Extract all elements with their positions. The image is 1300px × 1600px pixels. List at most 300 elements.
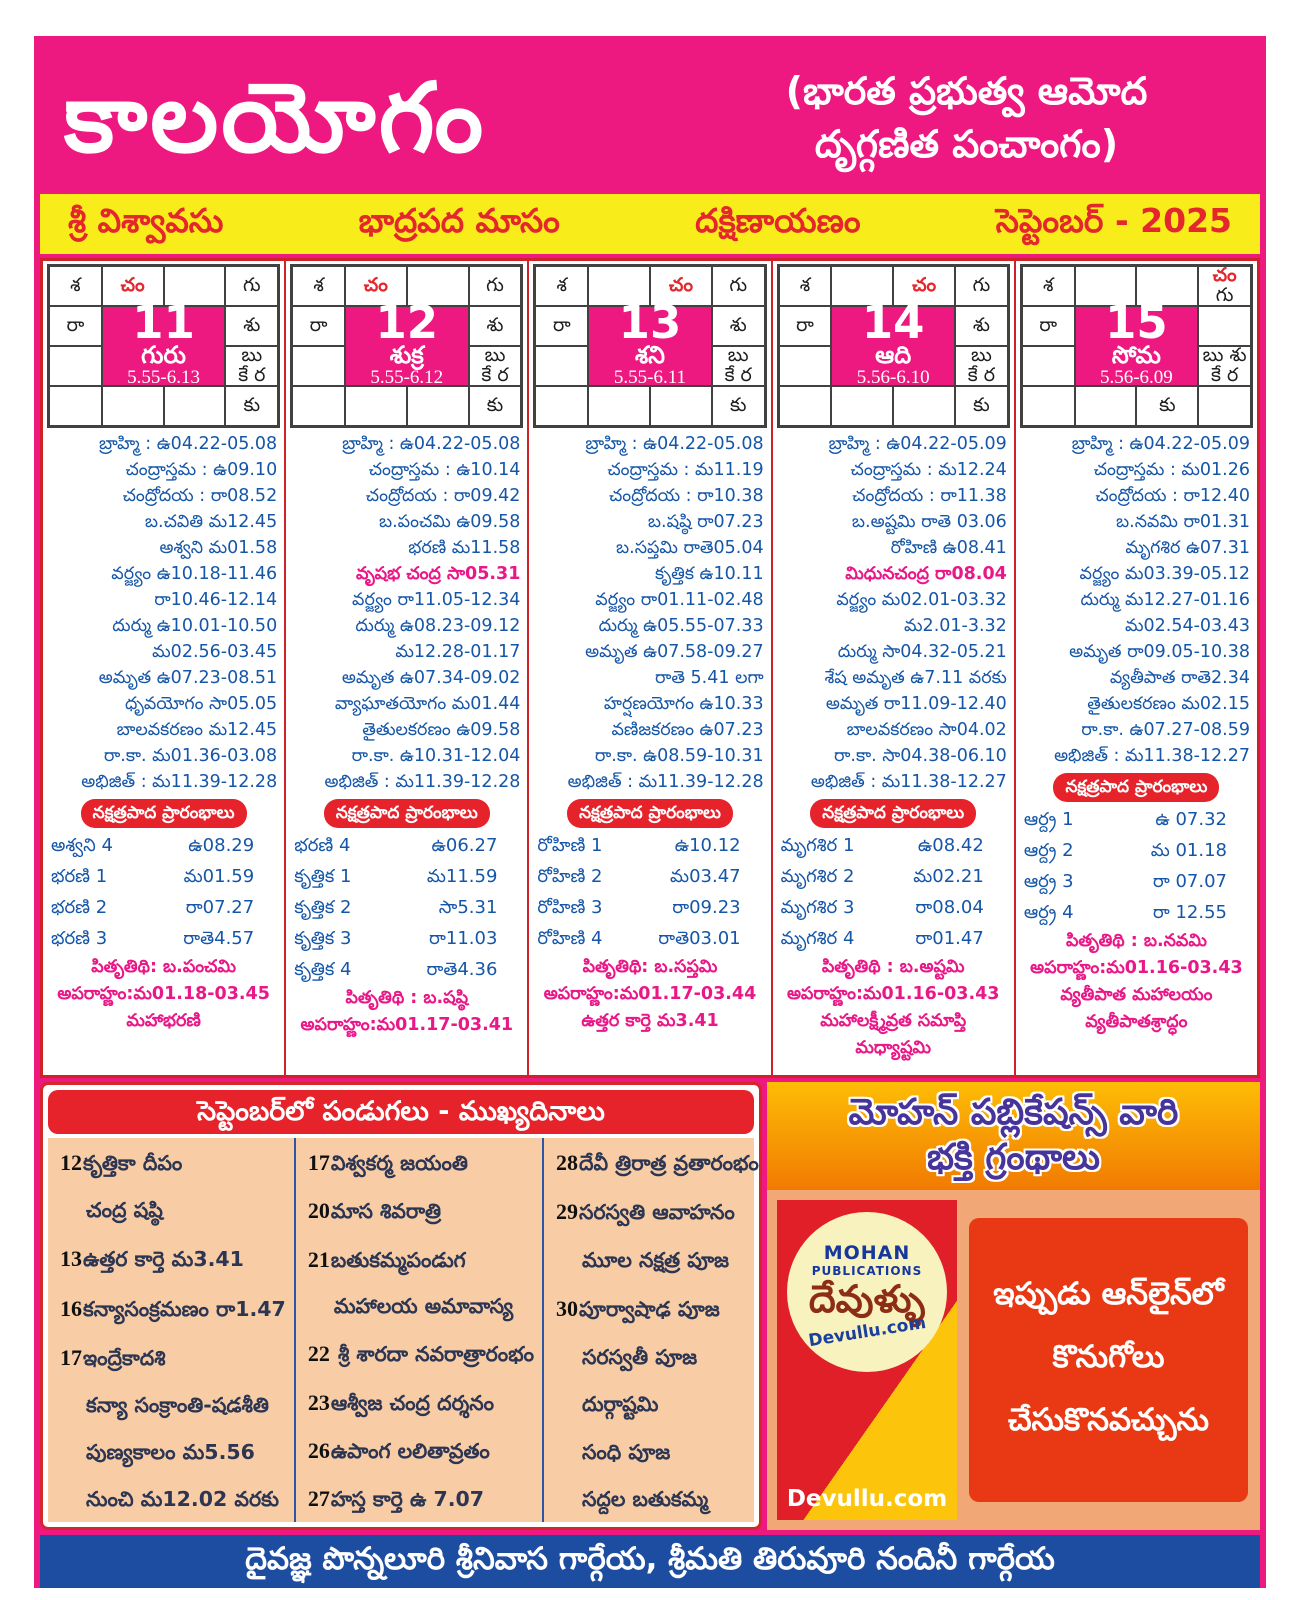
- online-line-3: చేసుకొనవచ్చును: [1007, 1401, 1209, 1438]
- pada-name: కృత్తిక 1: [294, 866, 352, 887]
- planet-abbr: బు: [971, 346, 992, 367]
- panchangam-line: కృత్తిక ఉ10.11: [655, 564, 764, 584]
- festival-date: 23: [307, 1389, 330, 1415]
- pada-time: రా07.27: [185, 897, 255, 918]
- planet-abbr: శు: [972, 314, 990, 337]
- planet-abbr: రా: [552, 314, 571, 337]
- festival-text: పూర్వాషాఢ పూజ: [578, 1297, 720, 1322]
- tithi-note: పితృతిథి: బ.పంచమి: [91, 957, 236, 977]
- planet-abbr: రా: [309, 314, 328, 337]
- pada-name: మృగశిర 3: [780, 897, 855, 918]
- panchangam-line: మ02.54-03.43: [1124, 616, 1251, 636]
- festival-text: బతుకమ్మపండుగ: [330, 1247, 466, 1272]
- festival-item: [308, 1486, 534, 1512]
- planet-abbr: గు: [242, 274, 261, 297]
- tithi-note: మహాభరణి: [126, 1011, 201, 1031]
- festival-text: ఇంద్రేకాదశి: [83, 1345, 166, 1370]
- day-number: 12: [375, 295, 439, 349]
- tithi-note: పితృతిథి: బ.సప్తమి: [582, 957, 718, 977]
- panchangam-line: రా.కా. ఉ08.59-10.31: [594, 746, 764, 766]
- planet-cell: [225, 346, 278, 386]
- festival-item: [556, 1393, 759, 1417]
- day-column-12: [284, 261, 527, 1075]
- tithi-note: మహాలక్ష్మీవ్రత సమాప్తి: [820, 1011, 967, 1031]
- nakshatra-pada-row: [290, 954, 523, 985]
- pada-name: కృత్తిక 2: [294, 897, 352, 918]
- pada-name: భరణి 3: [51, 928, 108, 949]
- festival-text: దేవీ త్రిరాత్ర వ్రతారంభం: [578, 1151, 759, 1175]
- nakshatra-pada-row: [533, 923, 766, 954]
- planet-cell: [292, 386, 345, 426]
- planet-cell: [1075, 386, 1137, 426]
- festival-item: [556, 1199, 759, 1225]
- festival-date: 17: [60, 1344, 82, 1370]
- panchangam-line: దుర్ము మ12.27-01.16: [1080, 590, 1251, 610]
- nakshatra-pada-row: [290, 861, 523, 892]
- nakshatra-pada-row: [1020, 897, 1253, 928]
- pada-name: ఆర్ద్ర 3: [1023, 871, 1074, 892]
- panchangam-line: చంద్రాస్తమ : మ01.26: [1093, 460, 1251, 480]
- nakshatra-pada-row: [533, 830, 766, 861]
- panchangam-line: వణిజకరణం ఉ07.23: [611, 720, 764, 740]
- bottom-section: [40, 1082, 1260, 1530]
- moon-abbr: చం: [120, 274, 145, 297]
- festival-item: [60, 1150, 286, 1176]
- planet-cell: [469, 386, 522, 426]
- pada-name: రోహిణి 4: [537, 928, 603, 949]
- pada-time: రా 12.55: [1152, 902, 1228, 923]
- festival-item: [60, 1488, 286, 1512]
- panchangam-line: అభిజిత్ : మ11.39-12.28: [324, 772, 521, 792]
- festival-date: 20: [307, 1198, 330, 1224]
- planet-cell: [345, 386, 407, 426]
- planet-cell: [955, 346, 1008, 386]
- nakshatra-pada-header: నక్షత్రపాద ప్రారంభాలు: [324, 799, 490, 828]
- panchangam-line: అమృత ఉ07.23-08.51: [98, 668, 278, 688]
- planet-abbr: రా: [66, 314, 85, 337]
- panchangam-line: బాలవకరణం సా04.02: [846, 720, 1007, 740]
- moon-abbr: చం: [912, 274, 937, 297]
- planet-cell: [712, 386, 765, 426]
- pada-name: కృత్తిక 4: [294, 959, 352, 980]
- panchangam-line: మృగశిర ఉ07.31: [1125, 538, 1251, 558]
- pada-time: మ01.59: [183, 866, 255, 887]
- festival-item: [60, 1246, 286, 1272]
- planet-cell: [407, 386, 469, 426]
- planet-cell: [535, 386, 588, 426]
- pada-time: మ11.59: [426, 866, 498, 887]
- planet-abbr: రా: [1039, 314, 1058, 337]
- panchangam-line: శేష అమృత ఉ7.11 వరకు: [824, 668, 1007, 688]
- tithi-note: అపరాహ్ణం:మ01.17-03.41: [300, 1015, 514, 1035]
- pada-time: రా01.47: [915, 928, 984, 949]
- pada-time: ఉ 07.32: [1155, 809, 1228, 830]
- planet-cell: [1022, 306, 1075, 346]
- panchangam-line: బాలవకరణం మ12.45: [116, 720, 278, 740]
- planet-abbr: గు: [486, 274, 504, 297]
- rasi-chart-grid: [777, 264, 1010, 428]
- nakshatra-pada-row: [533, 892, 766, 923]
- planet-abbr: కు: [1159, 394, 1176, 417]
- day-center-box: [102, 295, 226, 389]
- panchangam-line: అశ్వని మ01.58: [159, 538, 278, 558]
- planet-abbr: శ: [313, 274, 324, 297]
- planet-cell: [588, 386, 650, 426]
- day-center-box: [588, 295, 712, 389]
- planet-abbr: కు: [729, 394, 747, 417]
- pada-time: రాతె4.57: [183, 928, 255, 949]
- devullu-logo-circle: [787, 1212, 947, 1372]
- calendar-title: కాలయోగం: [64, 62, 487, 174]
- planet-cell: [469, 346, 522, 386]
- panchangam-line: అభిజిత్ : మ11.38-12.27: [810, 772, 1007, 792]
- festivals-columns: [48, 1138, 759, 1522]
- nakshatra-pada-row: [47, 830, 280, 861]
- nakshatra-pada-row: [47, 861, 280, 892]
- festival-item: [308, 1295, 534, 1319]
- panchangam-lines: [1020, 431, 1253, 769]
- planet-abbr: శు: [729, 314, 747, 337]
- panchangam-line: బ.పంచమి ఉ09.58: [378, 512, 521, 532]
- festival-text: పుణ్యకాలం మ5.56: [86, 1440, 255, 1465]
- nakshatra-pada-list: [533, 830, 766, 954]
- panchangam-line: చంద్రోదయ : రా11.38: [852, 486, 1007, 506]
- festival-date: 21: [307, 1246, 330, 1272]
- festival-text: సద్దల బతుకమ్మ: [581, 1487, 709, 1512]
- panchangam-line: హర్షణయోగం ఉ10.33: [603, 694, 764, 714]
- ayanam-label: దక్షిణాయణం: [695, 200, 861, 240]
- nakshatra-pada-header: నక్షత్రపాద ప్రారంభాలు: [567, 799, 733, 828]
- samvatsara-label: శ్రీ విశ్వావసు: [68, 200, 224, 240]
- festival-item: [60, 1199, 286, 1223]
- panchangam-line: బ.అష్టమి రాతె 03.06: [851, 512, 1007, 532]
- festival-item: [308, 1198, 534, 1224]
- pada-name: భరణి 1: [51, 866, 108, 887]
- panchangam-line: వర్జ్యం రా01.11-02.48: [595, 590, 764, 610]
- festival-text: శ్రీ శారదా నవరాత్రారంభం: [330, 1342, 534, 1367]
- planet-cell: [225, 386, 278, 426]
- panchangam-line: వర్జ్యం ఉ10.18-11.46: [111, 564, 278, 584]
- festival-item: [556, 1296, 759, 1322]
- festival-date: 27: [307, 1486, 330, 1512]
- pada-time: మ 01.18: [1150, 840, 1228, 861]
- panchangam-line: బ.షష్ఠి రా07.23: [647, 512, 764, 532]
- festival-text: ఉత్తర కార్తె మ3.41: [83, 1247, 244, 1272]
- day-number: 13: [618, 295, 682, 349]
- planet-cell: [1198, 266, 1251, 306]
- nakshatra-pada-row: [777, 830, 1010, 861]
- planet-cell: [955, 306, 1008, 346]
- rasi-chart-grid: [47, 264, 280, 428]
- planet-cell: [535, 346, 588, 386]
- panchangam-line: వ్యతీపాత రాతె2.34: [1109, 668, 1251, 688]
- panchangam-line: వర్జ్యం మ02.01-03.32: [836, 590, 1007, 610]
- planet-abbr: కే ర: [967, 364, 996, 386]
- panchangam-line: బ.సప్తమి రాతె05.04: [616, 538, 764, 558]
- pada-time: రాతె03.01: [658, 928, 741, 949]
- ad-header: [767, 1082, 1260, 1190]
- panchangam-line: మిధునచంద్ర రా08.04: [845, 564, 1007, 584]
- festival-column: [48, 1138, 294, 1522]
- planet-abbr: బు: [484, 346, 506, 367]
- nakshatra-pada-row: [1020, 866, 1253, 897]
- header: [34, 36, 1266, 194]
- pada-name: కృత్తిక 3: [294, 928, 352, 949]
- nakshatra-pada-list: [47, 830, 280, 954]
- planet-cell: [1136, 386, 1198, 426]
- planet-cell: [292, 266, 345, 306]
- festivals-box: [40, 1082, 762, 1530]
- panchangam-line: చంద్రోదయ : రా12.40: [1095, 486, 1251, 506]
- panchangam-line: చంద్రోదయ : రా08.52: [122, 486, 278, 506]
- festival-item: [556, 1488, 759, 1512]
- online-line-1: ఇప్పుడు ఆన్‌లైన్‌లో: [993, 1275, 1224, 1312]
- planet-abbr: బు: [241, 346, 263, 367]
- festival-text: మాస శివరాత్రి: [330, 1199, 442, 1224]
- panchangam-line: అమృత ఉ07.34-09.02: [341, 668, 521, 688]
- nakshatra-pada-row: [290, 923, 523, 954]
- rasi-chart-grid: [1020, 264, 1253, 428]
- planet-cell: [49, 266, 102, 306]
- ad-body: [767, 1190, 1260, 1530]
- planet-abbr: గు: [729, 274, 748, 297]
- festival-item: [308, 1438, 534, 1464]
- online-line-2: కొనుగోలు: [1052, 1338, 1165, 1375]
- planet-cell: [779, 386, 832, 426]
- panchangam-line: తైతులకరణం ఉ09.58: [362, 720, 521, 740]
- panchangam-line: రా.కా. ఉ07.27-08.59: [1081, 720, 1251, 740]
- planet-abbr: కు: [973, 394, 990, 417]
- pada-name: భరణి 2: [51, 897, 108, 918]
- panchangam-line: అమృత రా09.05-10.38: [1069, 642, 1251, 662]
- panchangam-line: అభిజిత్ : మ11.39-12.28: [567, 772, 764, 792]
- panchangam-line: వర్జ్యం మ03.39-05.12: [1079, 564, 1251, 584]
- planet-abbr: రా: [796, 314, 814, 337]
- planet-cell: [49, 386, 102, 426]
- planet-cell: [893, 386, 955, 426]
- pada-time: మ02.21: [913, 866, 984, 887]
- festival-date: 30: [555, 1296, 578, 1322]
- festival-text: సరస్వతి ఆవాహనం: [578, 1200, 735, 1225]
- panchangam-line: రా10.46-12.14: [154, 590, 278, 610]
- festival-item: [60, 1345, 286, 1371]
- nakshatra-pada-list: [1020, 804, 1253, 928]
- panchangam-line: బ.నవమి రా01.31: [1116, 512, 1251, 532]
- festival-text: మూల నక్షత్ర పూజ: [581, 1247, 730, 1272]
- planet-cell: [225, 266, 278, 306]
- festival-text: నుంచి మ12.02 వరకు: [86, 1487, 279, 1512]
- pada-name: రోహిణి 2: [537, 866, 603, 887]
- day-center-box: [345, 295, 469, 389]
- weekday-name: ఆది: [875, 341, 912, 370]
- panchangam-line: చంద్రోదయ : రా10.38: [608, 486, 764, 506]
- festival-text: సంధి పూజ: [581, 1439, 671, 1464]
- planet-cell: [779, 266, 832, 306]
- festival-item: [556, 1346, 759, 1370]
- panchangam-line: బ్రాహ్మి : ఉ04.22-05.09: [828, 434, 1007, 454]
- planet-abbr: కే ర: [724, 364, 752, 386]
- planet-cell: [955, 266, 1008, 306]
- subtitle-line-1: (భారత ప్రభుత్వ ఆమోద: [785, 68, 1148, 113]
- pada-name: రోహిణి 1: [537, 835, 603, 856]
- panchangam-line: అభిజిత్ : మ11.38-12.27: [1054, 746, 1251, 766]
- nakshatra-pada-header: నక్షత్రపాద ప్రారంభాలు: [810, 799, 976, 828]
- day-center-box: [831, 295, 955, 389]
- weekday-name: గురు: [141, 341, 186, 370]
- nakshatra-pada-row: [47, 892, 280, 923]
- pada-time: రా11.03: [429, 928, 498, 949]
- sunrise-sunset-time: 5.56-6.09: [1099, 367, 1173, 389]
- nakshatra-pada-row: [290, 830, 523, 861]
- festival-item: [556, 1249, 759, 1273]
- panchangam-line: వర్జ్యం రా11.05-12.34: [352, 590, 521, 610]
- planet-abbr: శు: [486, 314, 504, 337]
- tithi-note: వ్యతీపాత మహాలయం: [1060, 985, 1213, 1005]
- planet-abbr: గు: [1215, 284, 1234, 306]
- panchangam-line: రా.కా. సా04.38-06.10: [833, 746, 1007, 766]
- publications-brand-text: PUBLICATIONS: [811, 1264, 923, 1279]
- nakshatra-pada-row: [533, 861, 766, 892]
- pada-name: మృగశిర 2: [780, 866, 855, 887]
- pada-time: రాతె4.36: [426, 959, 498, 980]
- nakshatra-pada-list: [290, 830, 523, 985]
- planet-abbr: గు: [972, 274, 991, 297]
- planet-cell: [49, 306, 102, 346]
- panchangam-line: రోహిణి ఉ08.41: [890, 538, 1007, 558]
- panchangam-line: చంద్రోదయ : రా09.42: [365, 486, 521, 506]
- planet-cell: [650, 386, 712, 426]
- festival-column: [542, 1138, 767, 1522]
- tithi-note: అపరాహ్ణం:మ01.18-03.45: [57, 984, 270, 1004]
- day-center-box: [1075, 295, 1199, 389]
- planet-abbr: కు: [243, 394, 261, 417]
- planet-abbr: బు: [727, 346, 749, 367]
- festival-item: [556, 1150, 759, 1176]
- pada-name: ఆర్ద్ర 1: [1023, 809, 1074, 830]
- planet-cell: [779, 346, 832, 386]
- devullu-telugu-text: దేవుళ్ళు: [808, 1277, 926, 1322]
- sunrise-sunset-time: 5.55-6.12: [370, 367, 444, 389]
- festival-text: దుర్గాష్టమి: [581, 1392, 659, 1417]
- planet-cell: [712, 346, 765, 386]
- month-year-label: సెప్టెంబర్ - 2025: [995, 200, 1232, 240]
- devullu-logo-card: [777, 1200, 957, 1520]
- festival-text: ఆశ్వీజ చంద్ర దర్శనం: [330, 1390, 495, 1415]
- masam-label: భాద్రపద మాసం: [358, 200, 560, 240]
- festival-text: కన్యాసంక్రమణం రా1.47: [83, 1296, 286, 1321]
- panchangam-line: బ్రాహ్మి : ఉ04.22-05.08: [342, 434, 521, 454]
- festival-text: కృత్తికా దీపం: [83, 1151, 183, 1175]
- tithi-note: మధ్యాష్టమి: [855, 1038, 932, 1058]
- planet-abbr: శ: [70, 274, 81, 297]
- panchangam-line: మ2.01-3.32: [904, 616, 1007, 636]
- pada-time: ఉ08.42: [917, 835, 984, 856]
- day-number: 15: [1105, 295, 1168, 349]
- tithi-note: పితృతిథి : బ.నవమి: [1065, 931, 1207, 951]
- weekday-name: శని: [634, 341, 666, 370]
- astrologer-credit-text: దైవజ్ఞ పొన్నలూరి శ్రీనివాస గార్గేయ, శ్రీమతి తిరువూరి నందినీ గార్గేయ: [245, 1540, 1055, 1577]
- panchangam-line: బ.చవితి మ12.45: [144, 512, 278, 532]
- panchangam-line: భరణి మ11.58: [408, 538, 521, 558]
- planet-cell: [102, 386, 164, 426]
- festival-date: 13: [60, 1246, 82, 1272]
- festival-date: 17: [307, 1150, 330, 1175]
- panchangam-line: వ్యాఘాతయోగం మ01.44: [334, 694, 521, 714]
- festival-column: [294, 1138, 542, 1522]
- planet-cell: [1198, 386, 1251, 426]
- panchangam-line: బ్రాహ్మి : ఉ04.22-05.09: [1071, 434, 1251, 454]
- planet-abbr: బు శు: [1202, 346, 1247, 367]
- festival-item: [308, 1150, 534, 1176]
- tithi-note: పితృతిథి : బ.షష్ఠి: [345, 988, 469, 1008]
- pada-name: భరణి 4: [294, 835, 351, 856]
- planet-cell: [779, 306, 832, 346]
- devullu-site-text: Devullu.com: [786, 1486, 948, 1512]
- buy-online-card: [969, 1218, 1248, 1502]
- pada-time: ఉ08.29: [188, 835, 255, 856]
- panchangam-line: మ12.28-01.17: [395, 642, 521, 662]
- subtitle-line-2: దృగ్గణిత పంచాంగం): [814, 122, 1119, 166]
- panchangam-line: అభిజిత్ : మ11.39-12.28: [81, 772, 278, 792]
- moon-abbr: చం: [668, 274, 693, 297]
- festival-text: మహాలయ అమావాస్య: [333, 1294, 514, 1319]
- festival-item: [556, 1441, 759, 1465]
- pada-name: ఆర్ద్ర 2: [1023, 840, 1074, 861]
- festival-text: కన్యా సంక్రాంతి-షడశీతి: [86, 1393, 269, 1418]
- nakshatra-pada-row: [290, 892, 523, 923]
- devullu-site-curved-text: Devullu.com: [806, 1312, 928, 1351]
- weekday-name: సోమ: [1111, 341, 1161, 370]
- festival-date: 28: [555, 1150, 578, 1175]
- planet-abbr: శ: [1042, 274, 1054, 297]
- planet-abbr: కు: [486, 394, 504, 417]
- planet-cell: [49, 346, 102, 386]
- festival-item: [60, 1296, 286, 1322]
- pada-time: రా08.04: [915, 897, 984, 918]
- weekday-name: శుక్ర: [389, 341, 424, 370]
- festival-date: 22: [307, 1341, 330, 1367]
- festival-text: ఉపాంగ లలితావ్రతం: [330, 1439, 490, 1464]
- planet-cell: [469, 266, 522, 306]
- festival-item: [308, 1390, 534, 1416]
- astrologer-credit-bar: [40, 1535, 1260, 1588]
- nakshatra-pada-header: నక్షత్రపాద ప్రారంభాలు: [81, 799, 247, 828]
- festival-item: [60, 1441, 286, 1465]
- panchangam-line: రా.కా. ఉ10.31-12.04: [351, 746, 521, 766]
- festival-text: హస్త కార్తె ఉ 7.07: [330, 1487, 485, 1512]
- tithi-note: వ్యతీపాతశ్రాద్ధం: [1085, 1012, 1188, 1032]
- planet-abbr: శ: [799, 274, 811, 297]
- festival-text: చంద్ర షష్ఠి: [86, 1198, 163, 1223]
- day-column-14: [771, 261, 1014, 1075]
- pada-name: మృగశిర 4: [780, 928, 855, 949]
- pada-time: ఉ10.12: [674, 835, 741, 856]
- tithi-note: అపరాహ్ణం:మ01.17-03.44: [543, 984, 757, 1004]
- panchangam-line: తైతులకరణం మ02.15: [1087, 694, 1251, 714]
- planet-cell: [292, 346, 345, 386]
- planet-cell: [712, 266, 765, 306]
- festival-item: [308, 1247, 534, 1273]
- tithi-note: ఉత్తర కార్తె మ3.41: [581, 1011, 719, 1031]
- planet-cell: [1022, 346, 1075, 386]
- panchangam-line: దుర్ము సా04.32-05.21: [837, 642, 1007, 662]
- nakshatra-pada-row: [1020, 835, 1253, 866]
- panchangam-line: చంద్రాస్తమ : మ11.19: [607, 460, 764, 480]
- festival-text: సరస్వతీ పూజ: [581, 1344, 698, 1369]
- festival-date: 26: [307, 1438, 330, 1464]
- nakshatra-pada-header: నక్షత్రపాద ప్రారంభాలు: [1053, 773, 1219, 802]
- panchangam-line: చంద్రాస్తమ : ఉ10.14: [368, 460, 521, 480]
